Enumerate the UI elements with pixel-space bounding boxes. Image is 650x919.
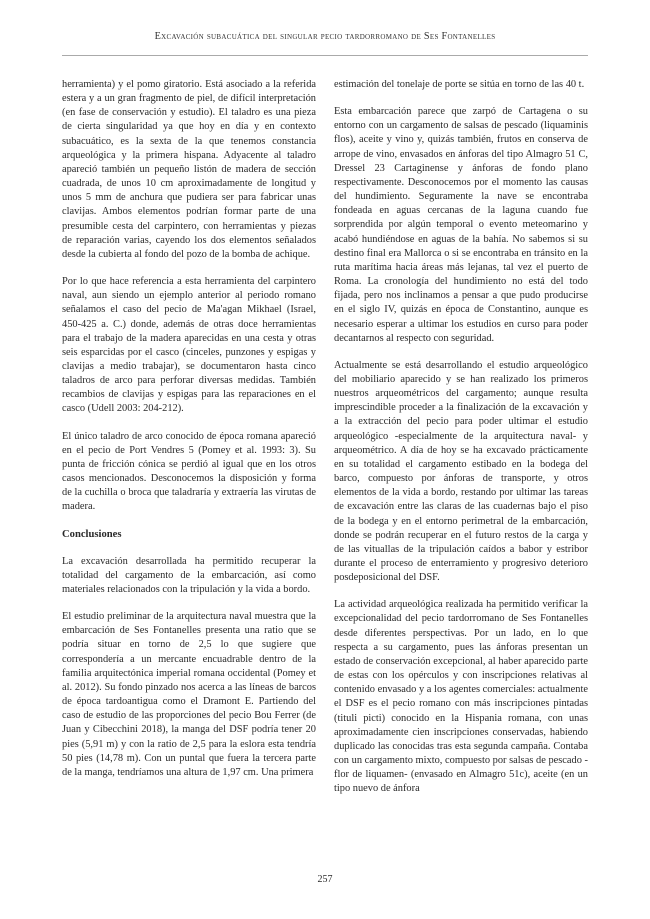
section-heading-conclusiones: Conclusiones [62, 528, 122, 540]
right-column [334, 78, 588, 810]
left-paragraph-3: El único taladro de arco conocido de época romana apareció en el pecio de Port Vendres 5 (Pomey et al. 1993: 3). Su punta de fricción cónica se perdió al igual que en los otros casos mencionados. Desconocemos la disposición y forma de la cuchilla o broca que taladraría y extraería las virutas de madera. [62, 430, 316, 513]
left-paragraph-2: Por lo que hace referencia a esta herramienta del carpintero naval, aun siendo un ejemplo anterior al periodo romano señalamos el caso del pecio de Ma'agan Mikhael (Israel, 450-425 a. C.) donde, además de otras doce herramientas para el trabajo de la madera aparecidas en una cesta y otras seis esparcidas por el casco (cinceles, punzones y espigas y clavijas a medio trabajar), se documentaron hasta cinco taladros de arco para perforar diversas medidas. También recambios de clavijas y espigas para las reparaciones en el casco (Udell 2003: 204-212). [62, 276, 316, 415]
running-header: Excavación subacuática del singular pecio tardorromano de Ses Fontanelles [154, 31, 496, 42]
left-paragraph-1: herramienta) y el pomo giratorio. Está asociado a la referida estera y a un gran fragmento de piel, de difícil interpretación (en fase de conservación y estudio). El taladro es una pieza de cierta singularidad ya que hoy en día y en contexto subacuático, es la sexta de la que tenemos constancia arqueológica y la primera hispana. Adyacente al taladro apareció también un pequeño listón de madera de sección cuadrada, de unos 10 cm aproximadamente de longitud y unos 5 mm de anchura que pudiera ser para fabricar unas clavijas. Ambos elementos podrían formar parte de una presumible cesta del carpintero, con herramientas y piezas de reparación varias, cayendo los dos elementos señalados desde la cubierta al fondo del pozo de la bomba de achique. [62, 79, 316, 260]
right-paragraph-4: La actividad arqueológica realizada ha permitido verificar la excepcionalidad del pecio tardorromano de Ses Fontanelles desde diferentes perspectivas. Por un lado, en lo que respecta a su cargamento, pues las ánforas presentan un estado de conservación excepcional, al haber aparecido parte de estas con los opérculos y con inscripciones relativas al contenido envasado y a los agentes comerciales: actualmente el DSF es el pecio romano con más inscripciones pintadas (tituli picti) conocido en la Hispania romana, con unas aproximadamente cien inscripciones conservadas, habiendo duplicado las conocidas tras esta segunda campaña. Contaba con un cargamento mixto, compuesto por salsas de pescado -flor de liquamen- (envasado en Almagro 51c), aceite (en un tipo nuevo de ánfora [334, 599, 588, 795]
left-column [62, 78, 316, 793]
right-paragraph-3: Actualmente se está desarrollando el estudio arqueológico del mobiliario aparecido y se han realizado los primeros nuestros arqueométricos del cargamento; aunque resulta imprescindible proceder a la finalización de la excavación y a la extracción del pecio para poder ultimar el estudio arqueológico -especialmente de la arquitectura naval- y arqueométrico. A día de hoy se ha excavado prácticamente en su totalidad el cargamento estibado en la bodega del barco, compuesto por ánforas de transporte, y otros elementos de la vida a bordo, restando por ultimar las tareas de excavación entre las claras de las cuadernas bajo el piso de la bodega y en el entorno perimetral de la embarcación, donde se podrán recuperar en el futuro restos de la carga y de las vituallas de la tripulación caídos a babor y estribor durante el proceso de enterramiento y progresivo deterioro posdeposicional del DSF. [334, 359, 588, 584]
left-paragraph-5: El estudio preliminar de la arquitectura naval muestra que la embarcación de Ses Fontanelles presenta una ratio que se podría situar en torno de 2,5 lo que sugiere que correspondería a un mercante encuadrable dentro de la familia arquitectónica imperial romana occidental (Pomey et al. 2012). Su fondo pinzado nos acerca a las líneas de barcos de época tardoantigua como el Dramont E. Partiendo del caso de estudio de las proporciones del pecio Bou Ferrer (de Juan y Cibecchini 2018), la manga del DSF podría tener 20 pies (5,91 m) y con la ratio de 2,5 para la eslora esta tendría 50 pies (14,78 m). Con un puntal que fuera la tercera parte de la manga, tendríamos una altura de 1,97 cm. Una primera [62, 611, 316, 778]
right-paragraph-1: estimación del tonelaje de porte se sitúa en torno de las 40 t. [334, 79, 585, 90]
header-divider [62, 55, 588, 56]
left-paragraph-4: La excavación desarrollada ha permitido recuperar la totalidad del cargamento de la embarcación, así como materiales relacionados con la tripulación y la vida a bordo. [62, 555, 316, 595]
right-paragraph-2: Esta embarcación parece que zarpó de Cartagena o su entorno con un cargamento de salsas de pescado (liquaminis flos), aceite y vino y, quizás también, frutos en conserva de arrope de vino, envasados en ánforas del tipo Almagro 51 C, Dressel 23 Cartaginense y ánforas de fondo plano respectivamente. Desconocemos por el momento las causas del hundimiento. Seguramente la nave se encontraba fondeada en aguas cercanas de la laguna cuando fue sorprendida por algún temporal o evento meteomarino y acabó hundiéndose en aguas de la bahía. No sabemos si su destino final era Mallorca o si se encontraba en tránsito en la ruta marítima hacia áreas más lejanas, tal vez el puerto de Roma. La cronología del hundimiento no está del todo fijada, pero nos inclinamos a pensar a que pudo producirse en el siglo IV, quizás en época de Constantino, aunque es necesario esperar a ultimar los estudios en curso para poder decantarnos al respecto con seguridad. [334, 106, 588, 344]
page-number: 257 [317, 874, 333, 885]
